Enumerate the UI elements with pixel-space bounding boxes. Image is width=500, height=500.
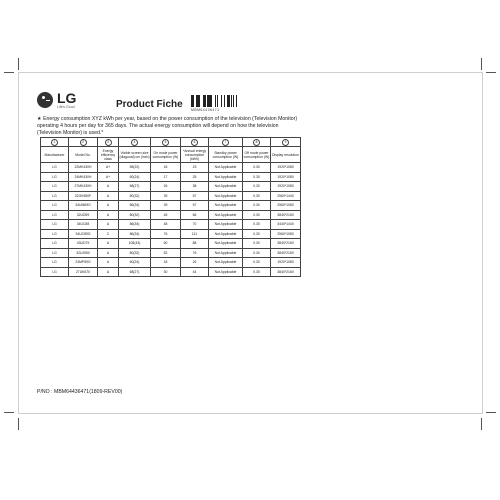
column-number-label: 4 [131, 139, 138, 146]
crop-mark [4, 412, 14, 413]
column-number-label: 5 [162, 139, 169, 146]
table-cell: 68(27) [119, 267, 151, 277]
table-cell: 43UD79 [69, 239, 98, 249]
table-cell: Not Applicable [209, 229, 243, 239]
table-cell: 60(24) [119, 258, 151, 268]
table-cell: 0.30 [243, 191, 271, 201]
table-cell: 57 [181, 201, 209, 211]
table-cell: 38 [181, 182, 209, 192]
table-cell: A [98, 191, 119, 201]
table-cell: 2560*1080 [271, 201, 301, 211]
table-cell: Not Applicable [209, 267, 243, 277]
table-cell: C [98, 229, 119, 239]
table-cell: 34UC88 [69, 220, 98, 230]
column-number-row [41, 138, 301, 147]
column-number-label: 1 [51, 139, 58, 146]
table-cell: 18 [151, 258, 181, 268]
table-cell: Not Applicable [209, 182, 243, 192]
table-cell: 108(43) [119, 239, 151, 249]
table-body [41, 163, 301, 277]
table-cell: 76 [181, 248, 209, 258]
table-cell: A+ [98, 163, 119, 173]
crop-mark [481, 58, 482, 70]
product-fiche-table-wrap [40, 137, 301, 277]
table-row [41, 210, 301, 220]
table-cell: 39 [151, 201, 181, 211]
barcode-bar [237, 95, 238, 107]
table-cell: 22MK430H [69, 163, 98, 173]
table-cell: 0.30 [243, 258, 271, 268]
crop-mark [18, 58, 19, 70]
product-fiche-sheet [18, 72, 483, 414]
table-cell: 2560*1440 [271, 191, 301, 201]
table-cell: 86(34) [119, 220, 151, 230]
table-cell: 26 [181, 258, 209, 268]
column-header: Visible screen size (diagonal) cm (inch) [119, 147, 151, 163]
table-cell: A [98, 239, 119, 249]
table-cell: 2560*1080 [271, 229, 301, 239]
table-cell: A [98, 267, 119, 277]
table-cell: 24MP59G [69, 258, 98, 268]
table-cell: 0.30 [243, 239, 271, 249]
table-cell: A [98, 182, 119, 192]
column-number [243, 138, 271, 147]
table-cell: Not Applicable [209, 258, 243, 268]
column-number-label: 3 [105, 139, 112, 146]
column-header: Display resolution [271, 147, 301, 163]
table-cell: 60(24) [119, 172, 151, 182]
table-row [41, 182, 301, 192]
table-cell: 45 [151, 210, 181, 220]
table-cell: 1920*1080 [271, 163, 301, 173]
table-row [41, 172, 301, 182]
barcode-number: MBM64436471 [191, 108, 220, 112]
brand-logo [37, 91, 76, 110]
table-cell: Not Applicable [209, 201, 243, 211]
table-cell: 44 [181, 267, 209, 277]
table-cell: Not Applicable [209, 210, 243, 220]
column-header: Energy efficiency class [98, 147, 119, 163]
table-cell: 88 [181, 239, 209, 249]
table-cell: 3840*2160 [271, 267, 301, 277]
table-row [41, 191, 301, 201]
table-cell: A [98, 201, 119, 211]
crop-mark [4, 72, 14, 73]
table-cell: Not Applicable [209, 248, 243, 258]
table-cell: 86(34) [119, 229, 151, 239]
table-cell: Not Applicable [209, 163, 243, 173]
table-cell: LG [41, 220, 69, 230]
table-cell: LG [41, 163, 69, 173]
table-cell: 57 [181, 191, 209, 201]
table-cell: 80(32) [119, 248, 151, 258]
table-cell: A [98, 248, 119, 258]
table-cell: 39 [151, 191, 181, 201]
table-cell: A [98, 210, 119, 220]
table-cell: A+ [98, 172, 119, 182]
column-header-row [41, 147, 301, 163]
table-cell: 1920*1080 [271, 172, 301, 182]
table-cell: 1920*1080 [271, 258, 301, 268]
table-cell: LG [41, 229, 69, 239]
table-row [41, 201, 301, 211]
part-number: P/NO : MBM64436471(1809-REV00) [37, 389, 123, 395]
table-cell: 0.30 [243, 163, 271, 173]
column-number-label: 2 [80, 139, 87, 146]
table-cell: 0.30 [243, 248, 271, 258]
table-cell: 3840*2160 [271, 210, 301, 220]
table-cell: A [98, 258, 119, 268]
table-row [41, 239, 301, 249]
table-cell: 32GK650F [69, 191, 98, 201]
table-cell: Not Applicable [209, 172, 243, 182]
brand-letters: LG [57, 90, 77, 106]
table-cell: 0.30 [243, 172, 271, 182]
table-row [41, 220, 301, 230]
column-number [98, 138, 119, 147]
column-header: Standby power consumption (W) [209, 147, 243, 163]
table-cell: 23 [181, 163, 209, 173]
table-cell: A [98, 220, 119, 230]
table-cell: 3840*2160 [271, 239, 301, 249]
table-row [41, 248, 301, 258]
column-header: Model No. [69, 147, 98, 163]
table-cell: LG [41, 239, 69, 249]
table-cell: Not Applicable [209, 220, 243, 230]
table-cell: 0.30 [243, 220, 271, 230]
column-number [151, 138, 181, 147]
table-cell: 0.30 [243, 201, 271, 211]
table-cell: 1920*1080 [271, 182, 301, 192]
table-cell: LG [41, 258, 69, 268]
column-number [209, 138, 243, 147]
column-header: Manufacturer [41, 147, 69, 163]
table-cell: 70 [181, 220, 209, 230]
table-cell: 48 [151, 220, 181, 230]
brand-tagline: Life's Good [57, 105, 75, 109]
column-header: Off mode power consumption (W) [243, 147, 271, 163]
crop-mark [18, 418, 19, 430]
table-cell: 0.30 [243, 182, 271, 192]
column-number-label: 6 [191, 139, 198, 146]
table-cell: 86(34) [119, 201, 151, 211]
page-title: Product Fiche [116, 99, 183, 110]
table-cell: 68(27) [119, 182, 151, 192]
column-number [69, 138, 98, 147]
table-cell: 3840*2160 [271, 248, 301, 258]
table-cell: 32UJ550 [69, 248, 98, 258]
column-header: *Annual energy consumption (kWh) [181, 147, 209, 163]
table-cell: 76 [151, 229, 181, 239]
lg-logo-icon [37, 92, 53, 108]
table-cell: LG [41, 182, 69, 192]
table-cell: 111 [181, 229, 209, 239]
table-cell: 0.30 [243, 229, 271, 239]
column-number [271, 138, 301, 147]
table-cell: 0.30 [243, 210, 271, 220]
column-number-label: 9 [282, 139, 289, 146]
column-number-label: 7 [222, 139, 229, 146]
table-cell: Not Applicable [209, 239, 243, 249]
table-cell: LG [41, 248, 69, 258]
column-number [181, 138, 209, 147]
table-cell: 17 [151, 172, 181, 182]
table-cell: LG [41, 267, 69, 277]
barcode-graphic [191, 95, 253, 107]
table-cell: 32UD59 [69, 210, 98, 220]
table-cell: 34UM69G [69, 201, 98, 211]
table-cell: LG [41, 201, 69, 211]
column-header: On mode power consumption (W) [151, 147, 181, 163]
table-cell: 34UC89G [69, 229, 98, 239]
table-cell: 3440*1440 [271, 220, 301, 230]
table-cell: 25 [181, 172, 209, 182]
table-cell: 66 [181, 210, 209, 220]
table-row [41, 163, 301, 173]
table-cell: 55(22) [119, 163, 151, 173]
crop-mark [486, 412, 496, 413]
table-cell: 80(32) [119, 210, 151, 220]
table-row [41, 229, 301, 239]
column-number [41, 138, 69, 147]
table-cell: LG [41, 191, 69, 201]
crop-mark [486, 72, 496, 73]
table-cell: 52 [151, 248, 181, 258]
table-cell: LG [41, 210, 69, 220]
table-cell: 16 [151, 163, 181, 173]
table-cell: 27MK430H [69, 182, 98, 192]
table-cell: 24MK430H [69, 172, 98, 182]
table-cell: 60 [151, 239, 181, 249]
crop-mark [481, 418, 482, 430]
table-cell: 26 [151, 182, 181, 192]
table-row [41, 258, 301, 268]
table-row [41, 267, 301, 277]
table-cell: 0.30 [243, 267, 271, 277]
table-cell: LG [41, 172, 69, 182]
table-cell: 80(32) [119, 191, 151, 201]
column-number [119, 138, 151, 147]
product-fiche-table [40, 137, 301, 277]
table-cell: 30 [151, 267, 181, 277]
column-number-label: 8 [253, 139, 260, 146]
energy-intro-text: ★ Energy consumption XYZ kWh per year, based on the power consumption of the television (Television Monitor) operating 4 hours per day for 365 days. The actual energy consumption will depend on how the television (Television Monitor) is used.* [37, 116, 298, 136]
table-cell: 27UK670 [69, 267, 98, 277]
table-cell: Not Applicable [209, 191, 243, 201]
